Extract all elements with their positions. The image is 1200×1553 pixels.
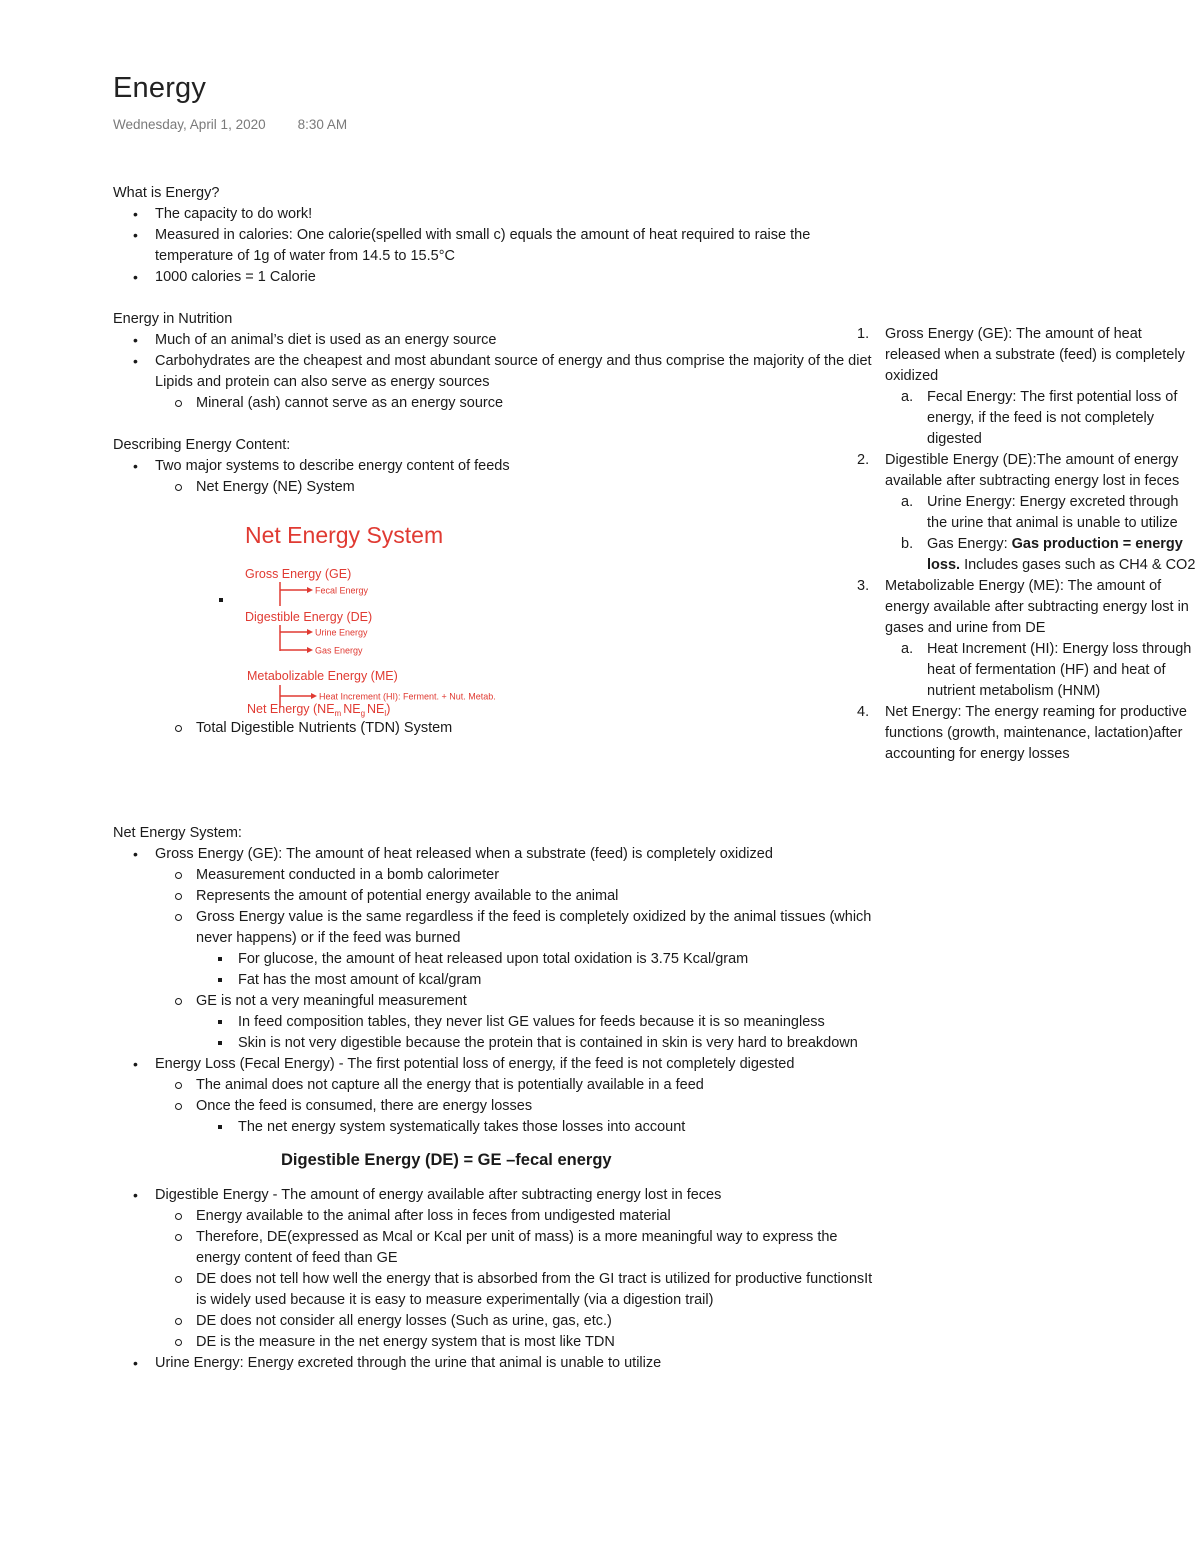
list-item-text: Two major systems to describe energy content of feeds xyxy=(155,458,510,474)
describing-heading: Describing Energy Content: xyxy=(113,437,291,453)
sub-list xyxy=(155,865,873,1054)
sub-list xyxy=(155,1075,873,1138)
list-item xyxy=(885,492,1197,534)
figure-urine-label: Urine Energy xyxy=(315,627,368,638)
lettered-list xyxy=(885,387,1197,450)
page-meta xyxy=(113,117,347,132)
list-item xyxy=(885,387,1197,450)
list-letter: a. xyxy=(901,389,914,405)
list-item xyxy=(113,844,873,1054)
list-item xyxy=(857,324,1197,450)
list-item: DE is the measure in the net energy system that is most like TDN xyxy=(155,1332,873,1353)
net-energy-figure xyxy=(113,498,873,718)
numbered-list xyxy=(857,324,1197,765)
ne-prefix: Net Energy (NE xyxy=(247,702,335,716)
list-item: Net Energy (NE) System xyxy=(155,477,873,498)
sub-sub-list xyxy=(196,1117,873,1138)
page-date: Wednesday, April 1, 2020 xyxy=(113,117,266,132)
arrow-icon xyxy=(311,693,317,699)
list-item: Energy available to the animal after loss in feces from undigested material xyxy=(155,1206,873,1227)
ne-sep: NE xyxy=(343,702,361,716)
list-item xyxy=(857,702,1197,765)
figure-gas-label: Gas Energy xyxy=(315,645,363,656)
ne-sep: NE xyxy=(367,702,385,716)
list-item: DE does not tell how well the energy that is absorbed from the GI tract is utilized for productive functionsIt is widely used because it is easy to measure experimentally (via a digestion trail) xyxy=(155,1269,873,1311)
list-item-text: Energy Loss (Fecal Energy) - The first potential loss of energy, if the feed is not completely digested xyxy=(155,1056,795,1072)
arrow-icon xyxy=(307,629,313,635)
page-title: Energy xyxy=(113,72,207,104)
list-item xyxy=(155,1096,873,1138)
list-number: 4. xyxy=(857,704,870,720)
list-item: Fat has the most amount of kcal/gram xyxy=(196,970,873,991)
list-item: In feed composition tables, they never list GE values for feeds because it is so meaningless xyxy=(196,1012,873,1033)
list-item: • 1000 calories = 1 Calorie xyxy=(113,267,873,288)
list-item: Total Digestible Nutrients (TDN) System xyxy=(155,718,873,739)
list-item-text: Once the feed is consumed, there are energy losses xyxy=(196,1098,533,1114)
list-item: • Measured in calories: One calorie(spelled with small c) equals the amount of heat required to raise the temperature of 1g of water from 14.5 to 15.5°C xyxy=(113,225,873,267)
sub-list xyxy=(155,393,873,414)
ne-sub-m: m xyxy=(334,709,342,718)
list-item xyxy=(885,639,1197,702)
list-item: DE does not consider all energy losses (Such as urine, gas, etc.) xyxy=(155,1311,873,1332)
ne-suffix: ) xyxy=(386,702,391,716)
list-item-text: Fecal Energy: The first potential loss of energy, if the feed is not completely digested xyxy=(927,389,1178,447)
what-is-energy-heading: What is Energy? xyxy=(113,185,220,201)
list-item: • The capacity to do work! xyxy=(113,204,873,225)
list-item xyxy=(155,907,873,991)
list-item: The net energy system systematically takes those losses into account xyxy=(196,1117,873,1138)
list-item xyxy=(113,456,873,498)
list-item xyxy=(155,991,873,1054)
page-time: 8:30 AM xyxy=(297,117,348,132)
sub-list xyxy=(155,1206,873,1353)
figure-de-label: Digestible Energy (DE) xyxy=(245,610,373,624)
list-item-text: Carbohydrates are the cheapest and most abundant source of energy and thus comprise the majority of the diet Lipids and protein can also serve as energy sources xyxy=(155,353,872,390)
list-number: 2. xyxy=(857,452,870,468)
list-item-text: Urine Energy: Energy excreted through the urine that animal is unable to utilize xyxy=(927,494,1179,531)
list-item xyxy=(857,450,1197,576)
sub-list xyxy=(155,477,873,498)
list-item: The animal does not capture all the energy that is potentially available in a feed xyxy=(155,1075,873,1096)
right-summary-list xyxy=(857,324,1197,765)
de-equation: Digestible Energy (DE) = GE –fecal energy xyxy=(281,1151,612,1169)
list-item-text: GE is not a very meaningful measurement xyxy=(196,993,467,1009)
list-number: 3. xyxy=(857,578,870,594)
list-item xyxy=(113,1054,873,1138)
list-item xyxy=(885,534,1197,576)
list-item-text: Digestible Energy - The amount of energy available after subtracting energy lost in feces xyxy=(155,1187,722,1203)
list-item xyxy=(857,576,1197,702)
figure-title: Net Energy System xyxy=(245,522,444,548)
describing-list-cont xyxy=(113,718,873,739)
de-list xyxy=(113,1185,873,1374)
list-item: For glucose, the amount of heat released upon total oxidation is 3.75 Kcal/gram xyxy=(196,949,873,970)
ne-sub-l: l xyxy=(384,709,387,718)
lettered-list xyxy=(885,492,1197,576)
list-item: Represents the amount of potential energy available to the animal xyxy=(155,886,873,907)
list-item-text: Digestible Energy (DE):The amount of energy available after subtracting energy lost in feces xyxy=(885,452,1180,489)
list-letter: a. xyxy=(901,641,914,657)
net-energy-diagram xyxy=(203,498,633,718)
arrow-icon xyxy=(307,587,313,593)
list-letter: a. xyxy=(901,494,914,510)
list-item: • Much of an animal’s diet is used as an energy source xyxy=(113,330,873,351)
figure-ge-label: Gross Energy (GE) xyxy=(245,567,352,581)
list-item-text: Gross Energy value is the same regardless if the feed is completely oxidized by the animal tissues (which never happens) or if the feed was burned xyxy=(196,909,872,946)
lettered-list xyxy=(885,639,1197,702)
net-energy-system-heading: Net Energy System: xyxy=(113,825,242,841)
gas-bold: Gas production = energy loss. xyxy=(927,536,1183,573)
sub-sub-list xyxy=(196,1012,873,1054)
list-item-text: Metabolizable Energy (ME): The amount of energy available after subtracting energy lost in gases and urine from DE xyxy=(885,578,1189,636)
list-number: 1. xyxy=(857,326,870,342)
list-item-text: Heat Increment (HI): Energy loss through heat of fermentation (HF) and heat of nutrient metabolism (HNM) xyxy=(927,641,1192,699)
main-notes xyxy=(113,183,873,1374)
list-item-text: Gross Energy (GE): The amount of heat released when a substrate (feed) is completely oxidized xyxy=(885,326,1185,384)
list-item: Therefore, DE(expressed as Mcal or Kcal per unit of mass) is a more meaningful way to express the energy content of feed than GE xyxy=(155,1227,873,1269)
list-item: Mineral (ash) cannot serve as an energy source xyxy=(155,393,873,414)
arrow-icon xyxy=(307,647,313,653)
figure-hi-label: Heat Increment (HI): Ferment. + Nut. Metab. xyxy=(319,691,496,702)
energy-in-nutrition-list xyxy=(113,330,873,414)
list-item xyxy=(113,351,873,414)
figure-fecal-label: Fecal Energy xyxy=(315,585,369,596)
ne-sub-g: g xyxy=(360,709,366,718)
list-item xyxy=(113,1185,873,1353)
gas-suffix: Includes gases such as CH4 & CO2 xyxy=(960,557,1196,573)
list-item-text: Gross Energy (GE): The amount of heat released when a substrate (feed) is completely oxidized xyxy=(155,846,773,862)
sub-list xyxy=(155,718,873,739)
net-energy-system-list xyxy=(113,844,873,1138)
describing-list xyxy=(113,456,873,498)
what-is-energy-list xyxy=(113,204,873,288)
figure-ne-label xyxy=(247,702,390,718)
list-item: Skin is not very digestible because the protein that is contained in skin is very hard to breakdown xyxy=(196,1033,873,1054)
energy-in-nutrition-heading: Energy in Nutrition xyxy=(113,311,233,327)
list-item-text: Net Energy: The energy reaming for productive functions (growth, maintenance, lactation)after accounting for energy losses xyxy=(885,704,1187,762)
sub-sub-list xyxy=(196,949,873,991)
gas-prefix: Gas Energy: xyxy=(927,536,1012,552)
list-item xyxy=(113,718,873,739)
list-item: • Urine Energy: Energy excreted through the urine that animal is unable to utilize xyxy=(113,1353,873,1374)
list-letter: b. xyxy=(901,536,914,552)
figure-me-label: Metabolizable Energy (ME) xyxy=(247,669,398,683)
list-item: Measurement conducted in a bomb calorimeter xyxy=(155,865,873,886)
